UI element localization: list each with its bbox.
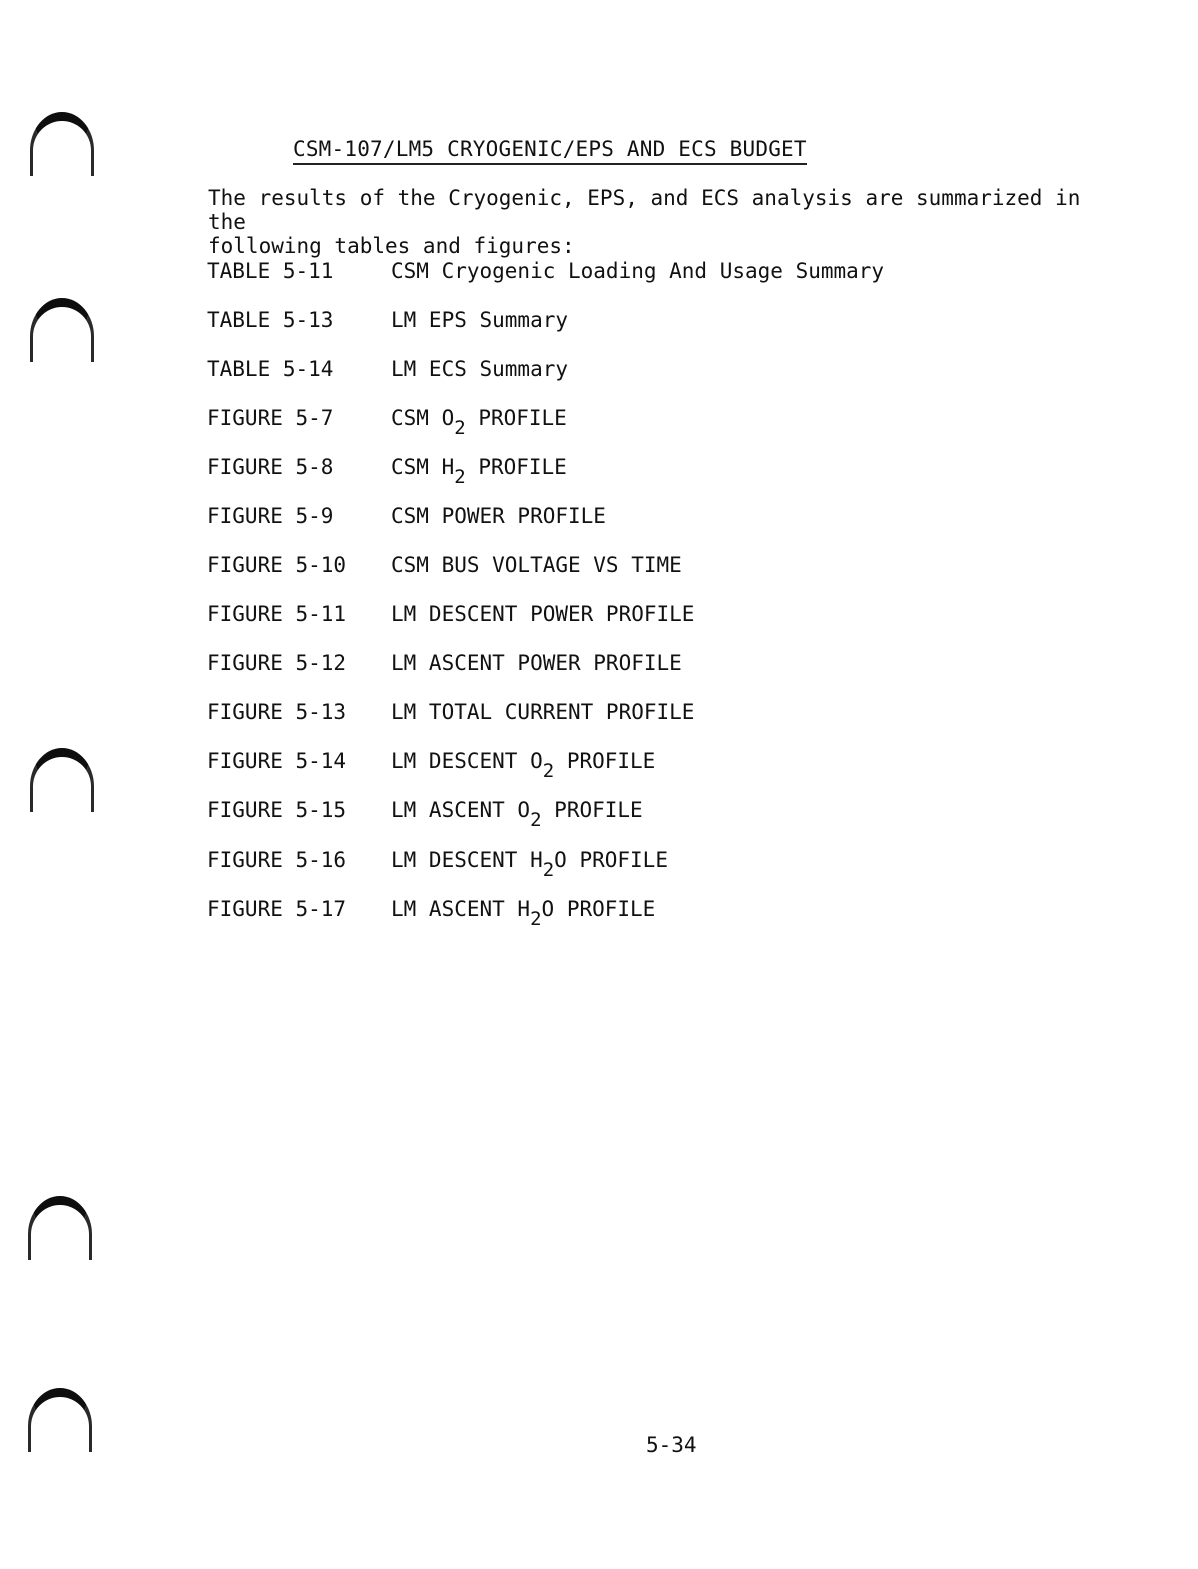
item-description: LM ECS Summary [391, 357, 569, 381]
punch-hole-1 [30, 112, 94, 176]
item-description: CSM $H_2$ PROFILE [391, 455, 567, 488]
item-reference: FIGURE 5-8 [207, 455, 334, 479]
page-number: 5-34 [646, 1433, 697, 1457]
punch-hole-4 [28, 1196, 92, 1260]
intro-paragraph: The results of the Cryogenic, EPS, and ECS analysis are summarized in the following tables and figures: [208, 186, 1081, 258]
item-reference: TABLE 5-11 [207, 259, 334, 283]
item-reference: FIGURE 5-14 [207, 749, 347, 773]
item-reference: TABLE 5-14 [207, 357, 334, 381]
item-reference: FIGURE 5-16 [207, 848, 347, 872]
item-reference: FIGURE 5-13 [207, 700, 347, 724]
item-description: CSM BUS VOLTAGE VS TIME [391, 553, 682, 577]
item-description: LM ASCENT $H_2O$ PROFILE [391, 897, 656, 930]
punch-hole-5 [28, 1388, 92, 1452]
item-description: CSM POWER PROFILE [391, 504, 606, 528]
item-description: CSM $O_2$ PROFILE [391, 406, 567, 439]
item-description: LM ASCENT $O_2$ PROFILE [391, 798, 643, 831]
item-description: LM ASCENT POWER PROFILE [391, 651, 682, 675]
item-reference: FIGURE 5-9 [207, 504, 334, 528]
page-title: CSM-107/LM5 CRYOGENIC/EPS AND ECS BUDGET [293, 136, 807, 165]
item-description: LM EPS Summary [391, 308, 569, 332]
item-reference: FIGURE 5-12 [207, 651, 347, 675]
item-description: LM DESCENT $H_2O$ PROFILE [391, 848, 668, 881]
item-description: LM DESCENT $O_2$ PROFILE [391, 749, 656, 782]
item-reference: FIGURE 5-17 [207, 897, 347, 921]
item-reference: FIGURE 5-11 [207, 602, 347, 626]
item-reference: TABLE 5-13 [207, 308, 334, 332]
item-reference: FIGURE 5-10 [207, 553, 347, 577]
punch-hole-2 [30, 298, 94, 362]
item-description: LM TOTAL CURRENT PROFILE [391, 700, 695, 724]
item-reference: FIGURE 5-15 [207, 798, 347, 822]
item-reference: FIGURE 5-7 [207, 406, 334, 430]
item-description: LM DESCENT POWER PROFILE [391, 602, 695, 626]
item-description: CSM Cryogenic Loading And Usage Summary [391, 259, 885, 283]
punch-hole-3 [30, 748, 94, 812]
